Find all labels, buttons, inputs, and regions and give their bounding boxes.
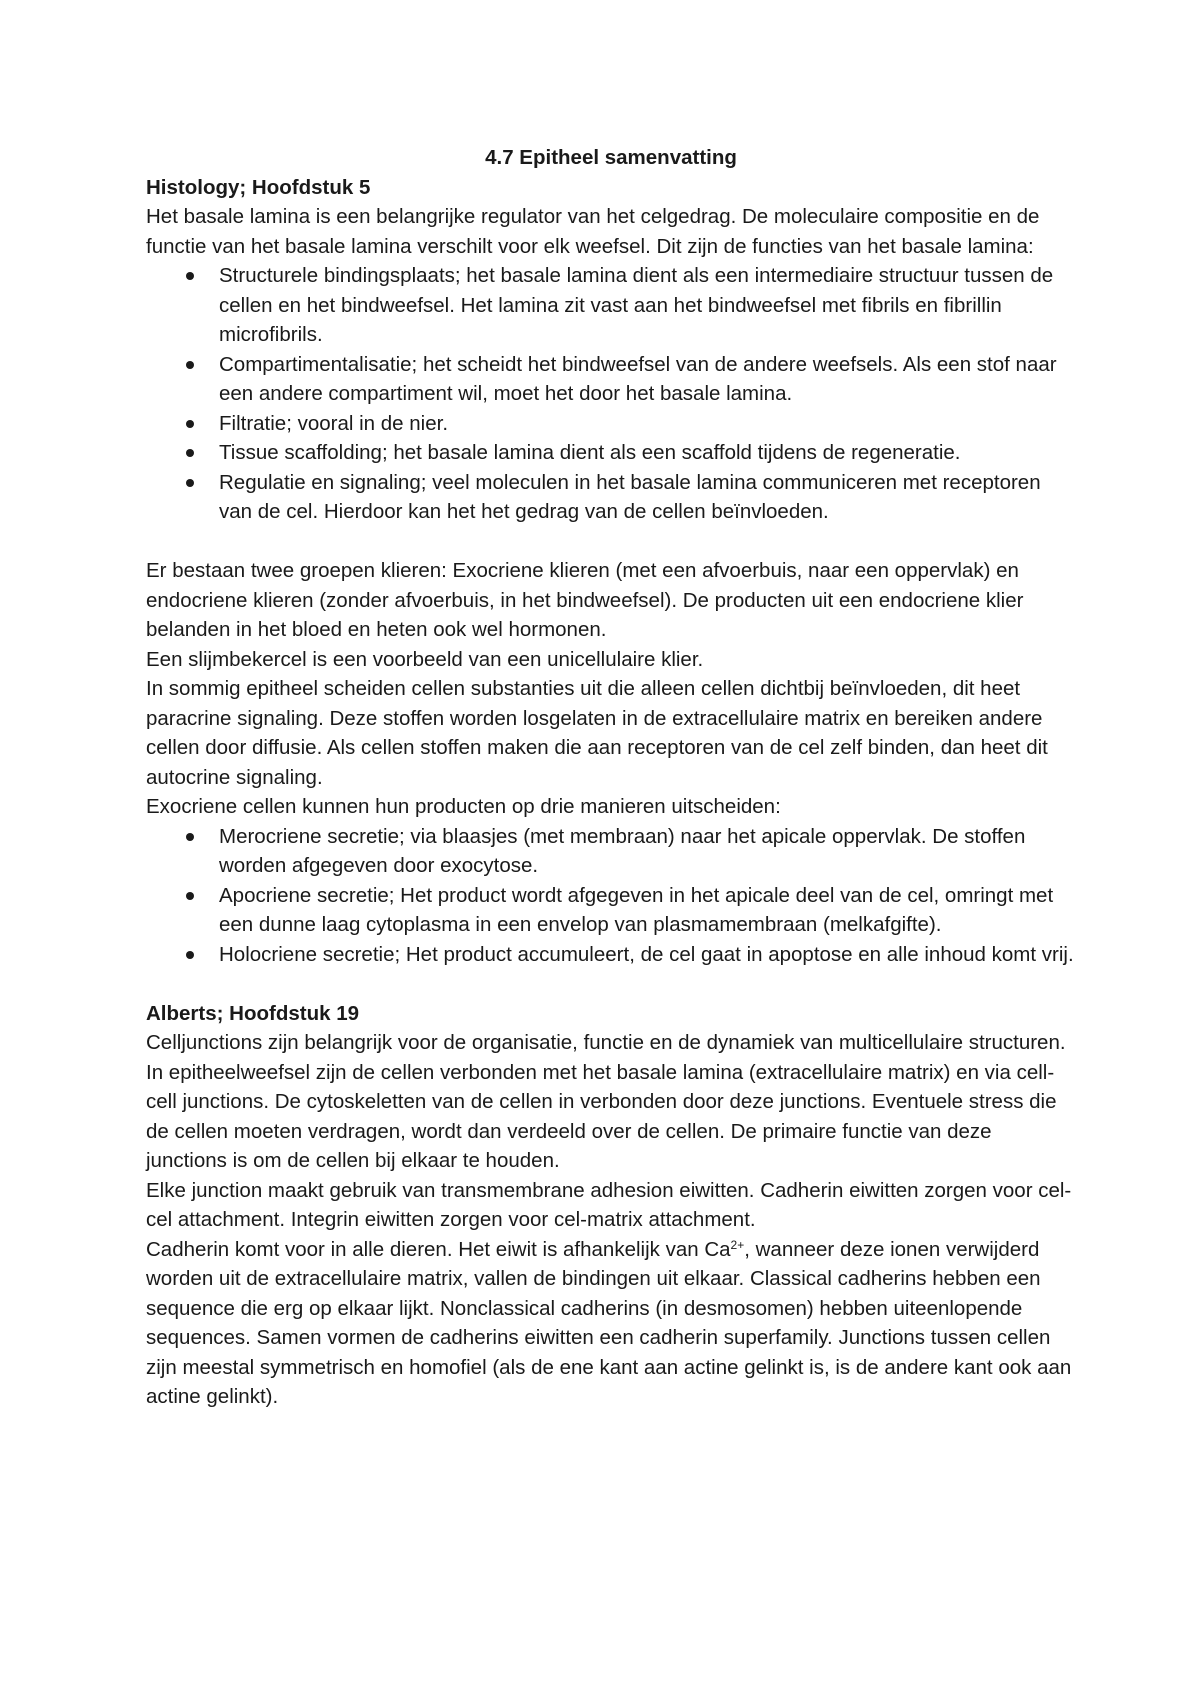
document-title: 4.7 Epitheel samenvatting	[485, 146, 737, 169]
secretion-types-list	[146, 822, 1076, 970]
paragraph-adhesion-proteins: Elke junction maakt gebruik van transmembrane adhesion eiwitten. Cadherin eiwitten zorgen voor cel-cel attachment. Integrin eiwitten zorgen voor cel-matrix attachment.	[146, 1178, 1072, 1231]
bullet-icon	[186, 449, 194, 457]
paragraph-cell-junctions: Celljunctions zijn belangrijk voor de organisatie, functie en de dynamiek van multicellulaire structuren. In epitheelweefsel zijn de cellen verbonden met het basale lamina (extracellulaire matrix) en via cell-cell junctions. De cytoskeletten van de cellen in verbonden door deze junctions. Eventuele stress die de cellen moeten verdragen, wordt dan verdeeld over de cellen. De primaire functie van deze junctions is om de cellen bij elkaar te houden.	[146, 1031, 1066, 1172]
spacer	[146, 969, 1076, 999]
section-heading-histology: Histology; Hoofdstuk 5	[146, 175, 371, 199]
spacer	[146, 527, 1076, 557]
superscript-charge: 2+	[730, 1237, 745, 1252]
bullet-icon	[186, 420, 194, 428]
bullet-icon	[186, 361, 194, 369]
paragraph-basal-lamina-intro: Het basale lamina is een belangrijke regulator van het celgedrag. De moleculaire compositie en de functie van het basale lamina verschilt voor elk weefsel. Dit zijn de functies van het basale lamina:	[146, 205, 1040, 258]
list-item: Tissue scaffolding; het basale lamina dient als een scaffold tijdens de regeneratie.	[146, 438, 1076, 468]
list-item: Merocriene secretie; via blaasjes (met membraan) naar het apicale oppervlak. De stoffen worden afgegeven door exocytose.	[146, 822, 1076, 881]
paragraph-cadherin: Cadherin komt voor in alle dieren. Het eiwit is afhankelijk van $Ca^{2+}$, wanneer deze ionen verwijderd worden uit de extracellulaire matrix, vallen de bindingen uit elkaar. Classical cadherins hebben een sequence die erg op elkaar lijkt. Nonclassical cadherins (in desmosomen) hebben uiteenlopende sequences. Samen vormen de cadherins eiwitten een cadherin superfamily. Junctions tussen cellen zijn meestal symmetrisch en homofiel (als de ene kant aan actine gelinkt is, is de andere kant ook aan actine gelinkt).	[146, 1237, 1072, 1408]
list-item: Regulatie en signaling; veel moleculen in het basale lamina communiceren met receptoren van de cel. Hierdoor kan het het gedrag van de cellen beïnvloeden.	[146, 468, 1076, 527]
bullet-icon	[186, 833, 194, 841]
list-item: Holocriene secretie; Het product accumuleert, de cel gaat in apoptose en alle inhoud komt vrij.	[146, 940, 1076, 970]
bullet-icon	[186, 479, 194, 487]
bullet-icon	[186, 272, 194, 280]
document-page	[146, 143, 1076, 1412]
bullet-icon	[186, 951, 194, 959]
list-item: Apocriene secretie; Het product wordt afgegeven in het apicale deel van de cel, omringt met een dunne laag cytoplasma in een envelop van plasmamembraan (melkafgifte).	[146, 881, 1076, 940]
paragraph-gland-groups: Er bestaan twee groepen klieren: Exocriene klieren (met een afvoerbuis, naar een oppervlak) en endocriene klieren (zonder afvoerbuis, in het bindweefsel). De producten uit een endocriene klier belanden in het bloed en heten ook wel hormonen.	[146, 559, 1024, 641]
paragraph-paracrine-signaling: In sommig epitheel scheiden cellen substanties uit die alleen cellen dichtbij beïnvloeden, dit heet paracrine signaling. Deze stoffen worden losgelaten in de extracellulaire matrix en bereiken andere cellen door diffusie. Als cellen stoffen maken die aan receptoren van de cel zelf binden, dan heet dit autocrine signaling.	[146, 677, 1048, 789]
basal-lamina-functions-list	[146, 261, 1076, 527]
paragraph-secretion-intro: Exocriene cellen kunnen hun producten op drie manieren uitscheiden:	[146, 795, 781, 818]
list-item: Compartimentalisatie; het scheidt het bindweefsel van de andere weefsels. Als een stof naar een andere compartiment wil, moet het door het basale lamina.	[146, 350, 1076, 409]
paragraph-goblet-cell: Een slijmbekercel is een voorbeeld van een unicellulaire klier.	[146, 647, 704, 671]
list-item: Filtratie; vooral in de nier.	[146, 409, 1076, 439]
list-item: Structurele bindingsplaats; het basale lamina dient als een intermediaire structuur tussen de cellen en het bindweefsel. Het lamina zit vast aan het bindweefsel met fibrils en fibrillin microfibrils.	[146, 261, 1076, 350]
section-heading-alberts: Alberts; Hoofdstuk 19	[146, 1001, 359, 1025]
bullet-icon	[186, 892, 194, 900]
